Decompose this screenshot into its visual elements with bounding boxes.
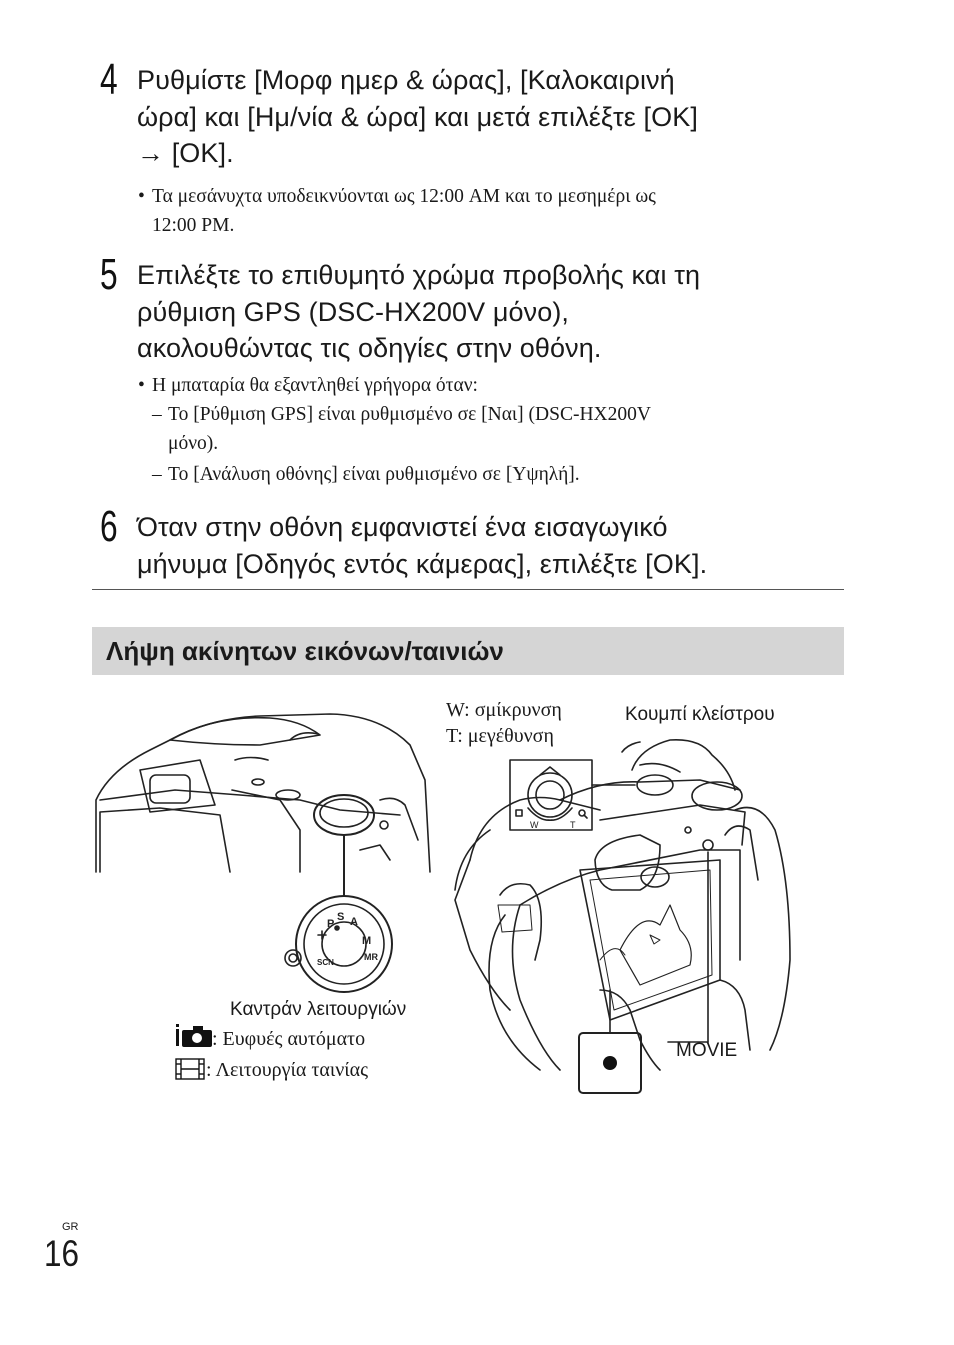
wide-icon bbox=[516, 810, 522, 816]
note-line: Το [Ρύθμιση GPS] είναι ρυθμισμένο σε [Ναι] (DSC-HX200V bbox=[168, 404, 651, 425]
step-number: 6 bbox=[100, 502, 118, 551]
step-line: Επιλέξτε το επιθυμητό χρώμα προβολής και τη bbox=[137, 260, 701, 290]
step-number: 5 bbox=[100, 250, 118, 299]
record-dot-icon bbox=[603, 1056, 617, 1070]
dial-mark: SCN bbox=[317, 958, 334, 967]
page-number: 16 bbox=[44, 1233, 79, 1274]
step-line: Ρυθμίστε [Μορφ ημερ & ώρας], [Καλοκαιρινή bbox=[137, 65, 675, 95]
dash: – bbox=[152, 404, 162, 425]
dial-mark: S bbox=[337, 911, 345, 923]
shutter-button-label: Κουμπί κλείστρου bbox=[625, 704, 775, 725]
note-line: μόνο). bbox=[168, 433, 219, 454]
step-line: ακολουθώντας τις οδηγίες στην οθόνη. bbox=[137, 333, 602, 363]
step-line: → [OK]. bbox=[137, 138, 234, 168]
zoom-t-label: T: μεγέθυνση bbox=[446, 725, 554, 747]
step-line: ρύθμιση GPS (DSC-HX200V μόνο), bbox=[137, 296, 570, 327]
intelligent-auto-icon bbox=[176, 1024, 212, 1047]
dash: – bbox=[152, 464, 162, 485]
step-number: 4 bbox=[100, 55, 118, 104]
mode-dial-on-camera bbox=[314, 795, 374, 835]
movie-mode-icon bbox=[176, 1059, 204, 1079]
bullet: • bbox=[138, 186, 145, 207]
movie-mode-label: : Λειτουργία ταινίας bbox=[206, 1059, 369, 1081]
zoom-w-label: W: σμίκρυνση bbox=[446, 699, 562, 721]
step-line: ώρα] και [Ημ/νία & ώρα] και μετά επιλέξτε [OK] bbox=[137, 101, 698, 132]
dial-mark: MR bbox=[364, 952, 378, 962]
note-line: Τα μεσάνυχτα υποδεικνύονται ως 12:00 AM και το μεσημέρι ως bbox=[152, 186, 656, 207]
movie-button-label: MOVIE bbox=[676, 1040, 738, 1061]
section-title: Λήψη ακίνητων εικόνων/ταινιών bbox=[106, 636, 504, 666]
note-line: Η μπαταρία θα εξαντληθεί γρήγορα όταν: bbox=[152, 375, 478, 396]
step-line: Όταν στην οθόνη εμφανιστεί ένα εισαγωγικό bbox=[137, 512, 668, 542]
dial-mark: M bbox=[362, 935, 372, 947]
language-code: GR bbox=[62, 1221, 79, 1233]
bullet: • bbox=[138, 375, 145, 396]
lever-t-label: T bbox=[570, 820, 576, 830]
dial-mark: P bbox=[327, 918, 335, 930]
mode-dial-label: Καντράν λειτουργιών bbox=[230, 999, 407, 1020]
step-line: μήνυμα [Οδηγός εντός κάμερας], επιλέξτε [OK]. bbox=[137, 548, 708, 579]
note-line: 12:00 PM. bbox=[152, 215, 235, 236]
camera-top-view bbox=[96, 714, 430, 872]
dial-mark: A bbox=[350, 916, 358, 928]
lever-w-label: W bbox=[530, 820, 539, 830]
note-line: Το [Ανάλυση οθόνης] είναι ρυθμισμένο σε [Υψηλή]. bbox=[168, 464, 580, 485]
camera-rear-view bbox=[455, 740, 790, 1070]
intelligent-auto-label: : Ευφυές αυτόματο bbox=[212, 1028, 366, 1050]
